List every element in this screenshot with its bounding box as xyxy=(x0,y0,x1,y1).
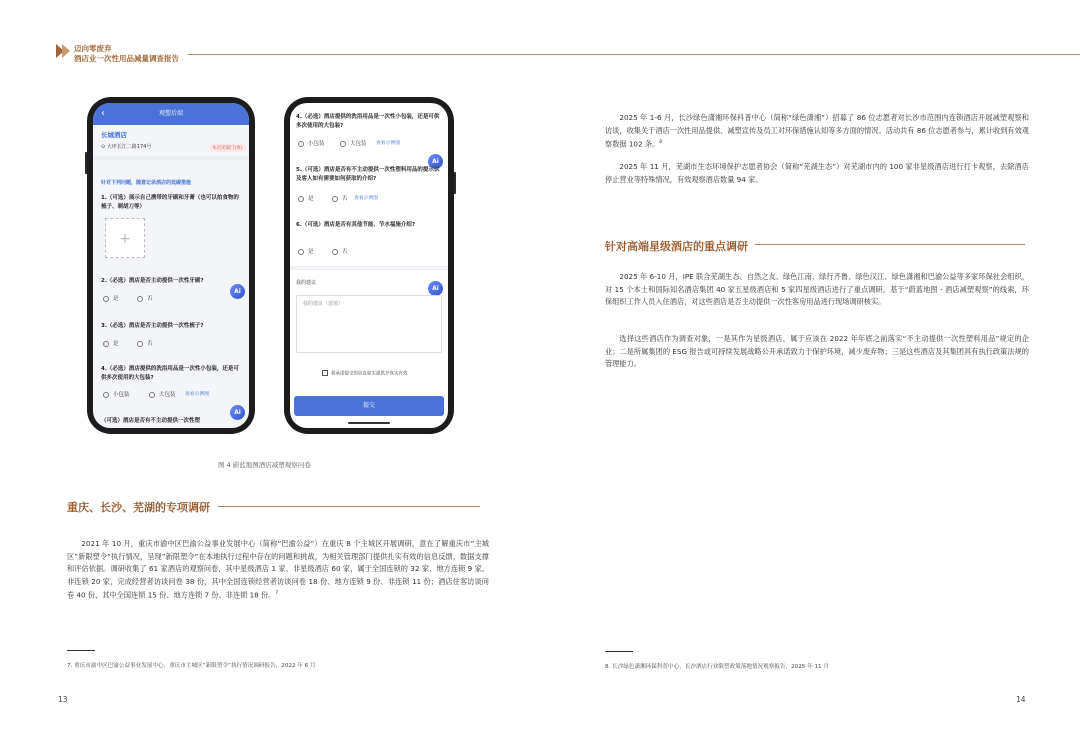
agree-checkbox[interactable]: 我承诺提交的信息如实提供并真实有效 xyxy=(322,370,408,379)
phone-right xyxy=(284,97,454,434)
photo-upload-button[interactable]: + xyxy=(105,218,145,258)
q4-option-small[interactable]: 小包装 xyxy=(103,391,130,400)
header-title-line2: 酒店业一次性用品减量调查报告 xyxy=(74,54,179,63)
radio-icon xyxy=(332,249,338,255)
q3-option-yes[interactable]: 是 xyxy=(103,340,119,349)
phone-left xyxy=(87,97,255,434)
suggestion-label: 我的建议 xyxy=(296,280,317,286)
page-number-left: 13 xyxy=(58,695,68,704)
radio-icon xyxy=(149,392,155,398)
right-paragraph-1: 2025 年 1-6 月，长沙绿色潇湘环保科普中心（简称“绿色潇湘”）招募了 86 位志愿者对长沙市范围内连锁酒店开展减塑观察和访谈，收集关于酒店一次性用品提供、减塑宣传及员工对环保措施认知等多方面的情况。活动共有 86 位志愿者参与，累计收到有效观察数据 102 条。$^8$ xyxy=(605,113,1029,149)
question-2: 2.（必选）酒店是否主动提供一次性牙刷? xyxy=(101,278,204,284)
radio-icon xyxy=(103,341,109,347)
survey-instruction: 针对下列问题，随意记录酒店的低碳措施 xyxy=(101,180,192,186)
footnote-7: 7. 重庆市渝中区巴渝公益事业发展中心，重庆市主城区“新限塑令”执行情况调研报告，2022 年 6 月 xyxy=(67,663,316,669)
question-3: 3.（必选）酒店是否主动提供一次性梳子? xyxy=(101,323,204,329)
q2-option-no[interactable]: 否 xyxy=(137,295,153,304)
home-indicator xyxy=(348,422,390,424)
radio-icon xyxy=(298,249,304,255)
q5-option-no[interactable]: 否 xyxy=(332,195,348,204)
q6-option-no[interactable]: 否 xyxy=(332,248,348,257)
section-heading-left: 重庆、长沙、芜湖的专项调研 xyxy=(67,501,210,514)
radio-icon xyxy=(137,341,143,347)
q3-option-no[interactable]: 否 xyxy=(137,340,153,349)
phone-right-screen xyxy=(290,103,448,428)
left-paragraph: 2021 年 10 月，重庆市渝中区巴渝公益事业发展中心（简称“巴渝公益”）在重庆 8 个主城区开展调研，意在了解重庆市“主城区”新限塑令”执行情况，呈现”新限塑令”在本地执行过程中存在的问题和挑战，为相关管理部门提供扎实有效的信息反馈、数据支撑和评估依据。调研收集了 61 家酒店的观察问卷，其中星级酒店 1 家、非星级酒店 60 家，属于全国连锁的 32 家、地方连锁 9 家、非连锁 20 家，完成经营者访谈问卷 38 份，其中全国连锁经营者访谈问卷 18 份、地方连锁 9 份、非连锁 11 份；酒店住客访谈问卷 40 份，其中全国连锁 15 份、地方连锁 7 份、非连锁 18 份。$^7$ xyxy=(67,539,489,600)
question-1: 1.（可选）展示自己携带的牙刷和牙膏（也可以拍食物的梳子、剃胡刀等） xyxy=(101,195,239,210)
submit-button[interactable]: 提交 xyxy=(294,396,444,416)
radio-icon xyxy=(103,296,109,302)
radio-icon xyxy=(332,196,338,202)
app-header xyxy=(93,103,249,125)
q4-option-large[interactable]: 大包装 xyxy=(340,140,367,149)
heading-rule xyxy=(218,506,480,507)
ai-assistant-button[interactable]: Ai xyxy=(230,405,245,420)
radio-icon xyxy=(298,141,304,147)
phone-left-screen xyxy=(93,103,249,428)
q5-option-yes[interactable]: 是 xyxy=(298,195,314,204)
app-title: 观塑后端 xyxy=(158,110,183,117)
hotel-address: ⊙ 大坪长江二路174号 xyxy=(101,144,152,150)
report-logo-icon xyxy=(56,44,72,58)
back-arrow-icon[interactable]: ‹ xyxy=(101,108,105,119)
suggestion-placeholder: 我的建议（选填） xyxy=(303,301,344,307)
question-5: 5.（可选）酒店是否有不主动提供一次性塑料用品的提示以及客人如有需要如何获取的介绍? xyxy=(296,167,440,182)
right-paragraph-4: 选择这些酒店作为调查对象，一是其作为星级酒店，属于应该在 2022 年年底之前落实“不主动提供一次性塑料用品”规定的企业；二是所属集团的 ESG 报告或可持续发展战略公开承诺致力于保护环境，减少废弃物；三是这些酒店及其集团具有执行政策法规的管理能力。 xyxy=(605,334,1029,368)
footnote-8: 8. 长沙绿色潇湘环保科普中心，长沙酒店行业限塑政策落地情况观察报告，2025 年 11 月 xyxy=(605,664,829,670)
page-number-right: 14 xyxy=(1016,695,1026,704)
header-title-line1: 迈向零废弃 xyxy=(74,44,112,53)
footnote-ref: 8 xyxy=(659,140,663,145)
right-paragraph-2: 2025 年 11 月，芜湖市生态环境保护志愿者协会（简称“芜湖生态”）对芜湖市内的 100 家非星级酒店进行打卡观察，去除酒店停止营业等特殊情况，有效观察酒店数量 94 家。 xyxy=(605,162,1029,184)
ai-assistant-button[interactable]: Ai xyxy=(428,154,443,169)
footnote-rule xyxy=(605,651,633,652)
suggestion-textarea[interactable] xyxy=(296,295,442,353)
heading-rule xyxy=(755,244,1025,245)
ai-assistant-button[interactable]: Ai xyxy=(230,284,245,299)
section-divider xyxy=(93,156,249,160)
radio-icon xyxy=(340,141,346,147)
view-example-link[interactable]: 查看示例图 xyxy=(354,196,378,201)
checkbox-icon xyxy=(322,370,328,376)
location-icon: ⊙ xyxy=(101,144,107,150)
section-heading-right: 针对高端星级酒店的重点调研 xyxy=(605,240,748,253)
question-6: 6.（可选）酒店是否有其他节能、节水福施介绍? xyxy=(296,222,416,228)
footnote-ref: 7 xyxy=(275,591,279,596)
radio-icon xyxy=(137,296,143,302)
view-example-link[interactable]: 查看示例图 xyxy=(185,392,209,397)
q2-option-yes[interactable]: 是 xyxy=(103,295,119,304)
radio-icon xyxy=(103,392,109,398)
footnote-rule xyxy=(67,650,95,651)
question-5-partial: （可选）酒店是否有不主动提供一次性塑 xyxy=(101,418,201,424)
ai-assistant-button[interactable]: Ai xyxy=(428,281,443,296)
right-paragraph-3: 2025 年 6-10 月，IPE 联合芜湖生态、自然之友、绿色江南、绿行齐鲁、绿色汉江、绿色潇湘和巴渝公益等多家环保社会组织，对 15 个本土和国际知名酒店集团 40 家五星级酒店和 5 家四星级酒店进行了重点调研。基于“蔚蓝地图 - 酒店减塑观察”的线索，环保组织工作人员入住酒店，对这些酒店是否主动提供一次性客房用品进行现场调研核实。 xyxy=(605,272,1029,306)
hotel-tag[interactable]: 本店见部门(更) xyxy=(209,144,246,152)
q6-option-yes[interactable]: 是 xyxy=(298,248,314,257)
question-4: 4.（必选）酒店提供的洗浴用品是一次性小包装，还是可供多次使用的大包装? xyxy=(296,114,440,129)
figure-caption: 图 4 蔚蓝地图酒店减塑观察问卷 xyxy=(218,461,311,469)
question-4: 4.（必选）酒店提供的洗浴用品是一次性小包装，还是可供多次使用的大包装? xyxy=(101,366,239,381)
radio-icon xyxy=(298,196,304,202)
hotel-name: 长城酒店 xyxy=(101,131,127,139)
section-divider xyxy=(290,266,448,270)
header-divider xyxy=(188,54,1080,55)
q4-option-small[interactable]: 小包装 xyxy=(298,140,325,149)
q4-option-large[interactable]: 大包装 xyxy=(149,391,176,400)
view-example-link[interactable]: 查看示例图 xyxy=(376,141,400,146)
